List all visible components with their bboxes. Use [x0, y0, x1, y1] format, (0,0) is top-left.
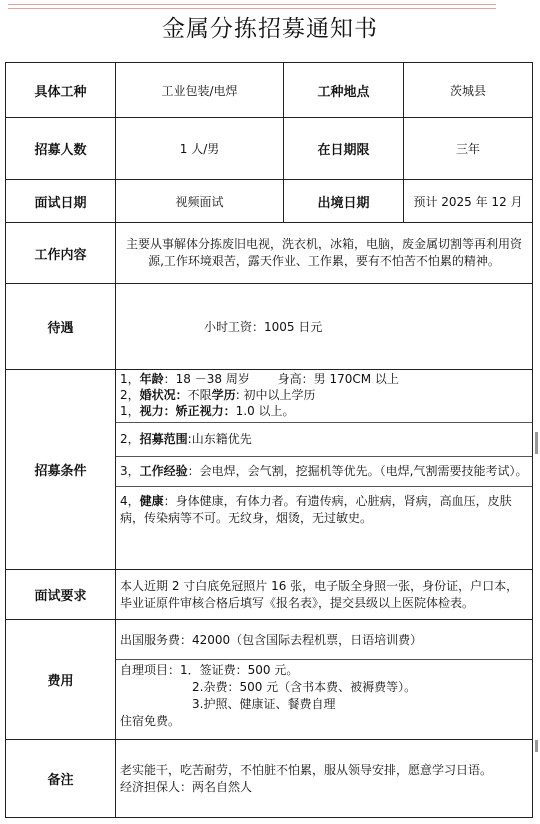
term-value: 三年	[404, 118, 533, 180]
self-pay-line: 自理项目：1．签证费：500 元。	[120, 663, 299, 677]
interview-date-value: 视频面试	[116, 180, 284, 223]
pay-value	[116, 284, 533, 370]
table-row	[6, 740, 533, 818]
lodging-line: 住宿免费。	[120, 714, 181, 728]
top-rule	[8, 8, 496, 9]
conditions-basic	[116, 370, 532, 422]
interview-req-content	[116, 570, 533, 620]
interview-date-label: 面试日期	[6, 180, 116, 223]
table-row	[6, 570, 533, 620]
term-label: 在日期限	[284, 118, 404, 180]
top-rule	[8, 4, 496, 5]
service-fee: 出国服务费：42000（包含国际去程机票，日语培训费）	[120, 633, 423, 647]
interview-req-line: 毕业证原件审核合格后填写《报名表》，提交县级以上医院体检表。	[120, 595, 475, 610]
conditions-health: 4，健康：身体健康，有体力者。有遗传病，心脏病，肾病，高血压，皮肤病，传染病等不可。无纹身，烟烫，无过敏史。	[116, 486, 532, 533]
self-pay-line: 2.杂费：500 元（含书本费、被褥费等）。	[192, 680, 417, 694]
remarks-line: 经济担保人：两名自然人	[120, 779, 253, 794]
conditions-label: 招募条件	[6, 370, 116, 570]
table-row	[6, 63, 533, 118]
table-row	[6, 284, 533, 370]
work-line: 源,工作环境艰苦，露天作业、工作累，要有不怕苦不怕累的精神。	[148, 254, 500, 268]
headcount-label: 招募人数	[6, 118, 116, 180]
scroll-mark	[535, 740, 538, 752]
table-row	[6, 118, 533, 180]
departure-label: 出境日期	[284, 180, 404, 223]
conditions-content	[116, 370, 533, 570]
work-line: 主要从事解体分拣废旧电视，洗衣机，冰箱，电脑，废金属切割等再利用资	[125, 237, 522, 251]
vision-line: 1，视力：矫正视力：1.0 以上。	[120, 404, 295, 418]
headcount-value: 1 人/男	[116, 118, 284, 180]
work-label: 工作内容	[6, 223, 116, 284]
job-type-label: 具体工种	[6, 63, 116, 118]
fees-content	[116, 620, 533, 740]
location-label: 工种地点	[284, 63, 404, 118]
marriage-line: 2，婚状况：不限学历: 初中以上学历	[120, 388, 316, 402]
page-title: 金属分拣招募通知书	[162, 16, 378, 42]
departure-value: 预计 2025 年 12 月	[404, 180, 533, 223]
remarks-content	[116, 740, 533, 818]
conditions-skill: 3，工作经验：会电焊，会气割，挖掘机等优先。（电焊,气割需要技能考试）。	[116, 456, 532, 486]
interview-req-line: 本人近期 2 寸白底免冠照片 16 张，电子版全身照一张，身份证，户口本，	[120, 578, 519, 593]
age-line: 1，年龄：18 －38 周岁 身高：男 170CM 以上	[120, 372, 399, 386]
location-value: 茨城县	[404, 63, 533, 118]
table-row	[6, 370, 533, 570]
conditions-scope: 2，招募范围:山东籍优先	[116, 422, 532, 456]
remarks-label: 备注	[6, 740, 116, 818]
interview-req-label: 面试要求	[6, 570, 116, 620]
work-content	[116, 223, 533, 284]
remarks-line: 老实能干，吃苦耐劳，不怕脏不怕累，服从领导安排，愿意学习日语。	[120, 762, 493, 777]
fees-label: 费用	[6, 620, 116, 740]
table-row	[6, 620, 533, 740]
scroll-mark	[535, 432, 538, 454]
pay-text: 小时工资：1005 日元	[204, 320, 323, 334]
self-pay	[116, 659, 532, 732]
recruitment-table	[5, 62, 533, 818]
table-row	[6, 223, 533, 284]
job-type-value: 工业包装/电焊	[116, 63, 284, 118]
self-pay-line: 3.护照、健康证、餐费自理	[192, 697, 336, 711]
pay-label: 待遇	[6, 284, 116, 370]
table-row	[6, 180, 533, 223]
